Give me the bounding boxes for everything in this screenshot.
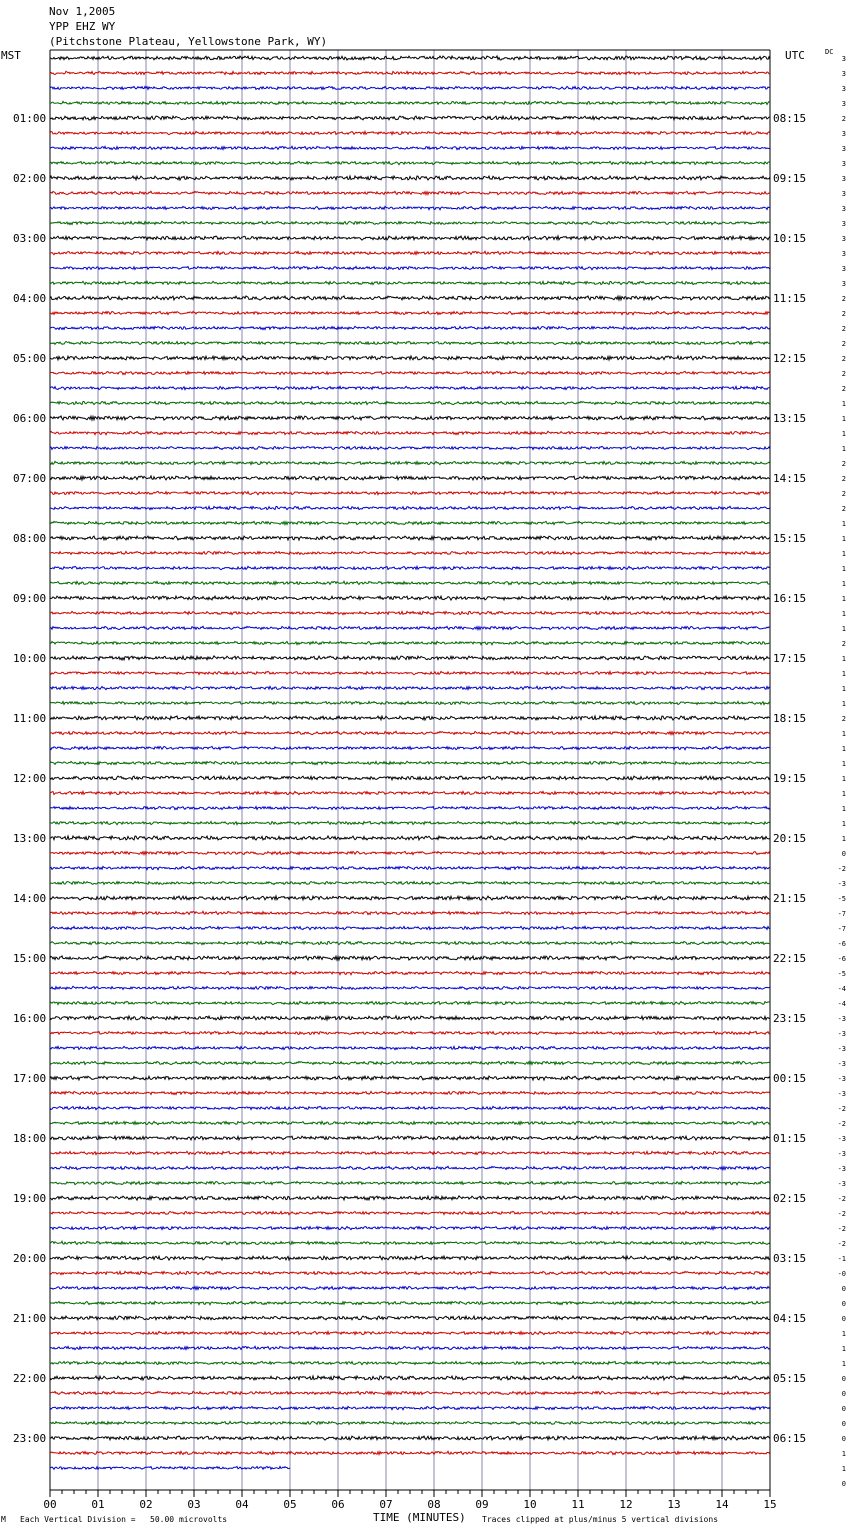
- dc-offset-value: 3: [841, 55, 846, 63]
- seismic-trace: [50, 251, 770, 254]
- mst-hour-label: 02:00: [13, 172, 47, 185]
- time-tick-label: 06: [331, 1498, 345, 1511]
- seismic-trace: [50, 1331, 770, 1334]
- seismic-trace: [50, 566, 770, 569]
- dc-offset-value: 0: [841, 1420, 846, 1428]
- seismic-trace: [50, 236, 770, 240]
- mst-hour-label: 13:00: [13, 832, 47, 845]
- dc-offset-value: 0: [841, 1480, 846, 1488]
- seismic-trace: [50, 476, 770, 480]
- seismic-trace: [50, 1271, 770, 1274]
- mst-hour-label: 12:00: [13, 772, 47, 785]
- seismic-trace: [50, 1451, 770, 1454]
- seismic-trace: [50, 1301, 770, 1304]
- time-tick-label: 03: [187, 1498, 201, 1511]
- dc-offset-value: -3: [837, 1060, 846, 1068]
- seismic-trace: [50, 56, 770, 60]
- dc-offset-value: 0: [841, 1405, 846, 1413]
- mst-hour-label: 04:00: [13, 292, 47, 305]
- seismic-trace: [50, 956, 770, 960]
- seismic-trace: [50, 1121, 770, 1124]
- dc-offset-value: -3: [837, 1165, 846, 1173]
- seismic-trace: [50, 746, 770, 749]
- seismic-trace: [50, 1166, 770, 1169]
- dc-offset-value: 0: [841, 1300, 846, 1308]
- seismic-trace: [50, 866, 770, 869]
- seismic-trace: [50, 1136, 770, 1140]
- dc-offset-value: 0: [841, 1285, 846, 1293]
- dc-offset-value: 1: [841, 820, 846, 828]
- station-location: (Pitchstone Plateau, Yellowstone Park, WY): [49, 35, 328, 48]
- seismic-trace: [50, 1256, 770, 1260]
- time-axis: [43, 1490, 776, 1511]
- time-tick-label: 09: [475, 1498, 489, 1511]
- time-tick-label: 05: [283, 1498, 297, 1511]
- utc-hour-label: 04:15: [773, 1312, 807, 1325]
- dc-offset-value: 2: [841, 115, 846, 123]
- dc-offset-value: -4: [837, 985, 846, 993]
- dc-offset-value: 3: [841, 70, 846, 78]
- seismic-trace: [50, 356, 770, 360]
- dc-offset-value: 3: [841, 220, 846, 228]
- seismic-trace: [50, 791, 770, 794]
- seismic-trace: [50, 1031, 770, 1034]
- dc-offset-value: 2: [841, 325, 846, 333]
- mst-hour-label: 05:00: [13, 352, 47, 365]
- seismic-trace: [50, 191, 770, 194]
- time-tick-label: 15: [763, 1498, 777, 1511]
- station-code: YPP EHZ WY: [49, 20, 116, 33]
- time-tick-label: 01: [91, 1498, 105, 1511]
- dc-offset-value: 1: [841, 445, 846, 453]
- mst-hour-label: 07:00: [13, 472, 47, 485]
- utc-hour-labels: [773, 112, 806, 1445]
- dc-offset-value: 3: [841, 130, 846, 138]
- seismic-trace: [50, 416, 770, 420]
- utc-hour-label: 16:15: [773, 592, 807, 605]
- seismic-trace: [50, 266, 770, 269]
- dc-offset-value: 1: [841, 415, 846, 423]
- dc-offset-value: 1: [841, 610, 846, 618]
- seismic-trace: [50, 1406, 770, 1409]
- seismic-trace: [50, 596, 770, 600]
- seismic-trace: [50, 881, 770, 884]
- dc-offset-value: 1: [841, 1345, 846, 1353]
- mst-hour-label: 11:00: [13, 712, 47, 725]
- mst-hour-label: 15:00: [13, 952, 47, 965]
- dc-offset-value: 2: [841, 505, 846, 513]
- dc-offset-value: 2: [841, 460, 846, 468]
- seismic-trace: [50, 641, 770, 644]
- dc-offset-value: 1: [841, 580, 846, 588]
- seismic-trace: [50, 161, 770, 164]
- dc-offset-value: 1: [841, 625, 846, 633]
- seismic-trace: [50, 1421, 770, 1424]
- seismic-trace: [50, 491, 770, 494]
- mst-hour-labels: [13, 112, 46, 1445]
- seismic-trace: [50, 401, 770, 404]
- seismic-trace: [50, 101, 770, 104]
- utc-hour-label: 11:15: [773, 292, 807, 305]
- dc-offset-value: 2: [841, 370, 846, 378]
- seismic-trace: [50, 311, 770, 314]
- seismic-trace: [50, 761, 770, 764]
- mst-hour-label: 23:00: [13, 1432, 47, 1445]
- seismic-trace: [50, 341, 770, 344]
- time-tick-label: 10: [523, 1498, 537, 1511]
- seismic-trace: [50, 131, 770, 134]
- dc-offset-value: 2: [841, 490, 846, 498]
- seismic-trace: [50, 851, 770, 854]
- utc-hour-label: 05:15: [773, 1372, 807, 1385]
- dc-offset-value: 1: [841, 595, 846, 603]
- seismic-trace: [50, 326, 770, 329]
- seismic-trace: [50, 1466, 290, 1469]
- seismic-trace: [50, 701, 770, 704]
- seismic-trace: [50, 776, 770, 780]
- dc-offset-value: 3: [841, 280, 846, 288]
- utc-hour-label: 10:15: [773, 232, 807, 245]
- dc-offset-value: 1: [841, 565, 846, 573]
- dc-offset-labels: [838, 55, 846, 1488]
- utc-hour-label: 08:15: [773, 112, 807, 125]
- seismic-trace: [50, 176, 770, 180]
- dc-offset-value: 1: [841, 430, 846, 438]
- dc-offset-value: 1: [841, 1465, 846, 1473]
- mst-hour-label: 08:00: [13, 532, 47, 545]
- mst-hour-label: 18:00: [13, 1132, 47, 1145]
- mst-hour-label: 10:00: [13, 652, 47, 665]
- seismic-trace: [50, 971, 770, 974]
- x-axis-title: TIME (MINUTES): [373, 1511, 466, 1524]
- dc-offset-value: 0: [841, 1375, 846, 1383]
- dc-offset-value: -3: [837, 1090, 846, 1098]
- dc-offset-value: 3: [841, 85, 846, 93]
- seismic-trace: [50, 1346, 770, 1349]
- seismic-trace: [50, 686, 770, 689]
- dc-offset-value: 3: [841, 160, 846, 168]
- seismic-trace: [50, 1091, 770, 1094]
- utc-hour-label: 14:15: [773, 472, 807, 485]
- dc-offset-value: -3: [837, 1180, 846, 1188]
- seismic-trace: [50, 1316, 770, 1320]
- dc-offset-value: 1: [841, 655, 846, 663]
- mst-hour-label: 03:00: [13, 232, 47, 245]
- dc-offset-value: 1: [841, 550, 846, 558]
- dc-offset-value: 1: [841, 1360, 846, 1368]
- seismic-trace: [50, 836, 770, 840]
- dc-offset-value: -2: [837, 1225, 846, 1233]
- utc-hour-label: 02:15: [773, 1192, 807, 1205]
- dc-offset-value: -3: [837, 1075, 846, 1083]
- dc-offset-value: -5: [837, 970, 846, 978]
- dc-offset-value: 0: [841, 1390, 846, 1398]
- seismic-trace: [50, 536, 770, 540]
- mst-hour-label: 17:00: [13, 1072, 47, 1085]
- dc-offset-value: 1: [841, 400, 846, 408]
- dc-offset-value: 2: [841, 640, 846, 648]
- dc-offset-value: 2: [841, 355, 846, 363]
- utc-hour-label: 23:15: [773, 1012, 807, 1025]
- time-tick-label: 04: [235, 1498, 249, 1511]
- dc-offset-value: 2: [841, 475, 846, 483]
- utc-hour-label: 22:15: [773, 952, 807, 965]
- seismic-trace: [50, 1016, 770, 1020]
- dc-offset-value: -3: [837, 1135, 846, 1143]
- utc-hour-label: 18:15: [773, 712, 807, 725]
- dc-offset-value: 1: [841, 745, 846, 753]
- seismic-trace: [50, 626, 770, 629]
- seismic-trace: [50, 371, 770, 374]
- seismic-trace: [50, 1376, 770, 1380]
- dc-offset-value: 0: [841, 1315, 846, 1323]
- seismic-trace: [50, 821, 770, 824]
- seismic-trace: [50, 806, 770, 809]
- seismic-trace: [50, 116, 770, 120]
- utc-hour-label: 09:15: [773, 172, 807, 185]
- dc-offset-value: -5: [837, 895, 846, 903]
- dc-offset-value: -7: [837, 925, 846, 933]
- seismic-trace: [50, 926, 770, 929]
- dc-offset-value: 2: [841, 715, 846, 723]
- dc-offset-value: 3: [841, 205, 846, 213]
- seismic-trace: [50, 506, 770, 509]
- mst-hour-label: 06:00: [13, 412, 47, 425]
- dc-offset-value: -6: [837, 955, 846, 963]
- utc-hour-label: 03:15: [773, 1252, 807, 1265]
- dc-offset-value: 1: [841, 730, 846, 738]
- dc-offset-value: 3: [841, 145, 846, 153]
- seismic-trace: [50, 431, 770, 434]
- seismic-trace: [50, 1241, 770, 1244]
- mst-hour-label: 09:00: [13, 592, 47, 605]
- seismic-trace: [50, 911, 770, 914]
- seismic-trace: [50, 221, 770, 224]
- dc-offset-value: 1: [841, 685, 846, 693]
- seismic-trace: [50, 1181, 770, 1184]
- time-tick-label: 00: [43, 1498, 57, 1511]
- seismic-trace: [50, 146, 770, 149]
- utc-hour-label: 00:15: [773, 1072, 807, 1085]
- seismic-trace: [50, 461, 770, 464]
- dc-offset-value: 0: [841, 1435, 846, 1443]
- seismic-trace: [50, 896, 770, 900]
- mst-hour-label: 20:00: [13, 1252, 47, 1265]
- dc-offset-value: 1: [841, 535, 846, 543]
- utc-hour-label: 01:15: [773, 1132, 807, 1145]
- dc-offset-value: -2: [837, 1120, 846, 1128]
- seismic-traces: [50, 56, 770, 1469]
- utc-hour-label: 06:15: [773, 1432, 807, 1445]
- seismic-trace: [50, 71, 770, 74]
- seismic-trace: [50, 386, 770, 389]
- mst-hour-label: 22:00: [13, 1372, 47, 1385]
- utc-hour-label: 19:15: [773, 772, 807, 785]
- dc-offset-value: 1: [841, 835, 846, 843]
- right-timezone-label: UTC: [785, 49, 805, 62]
- seismic-trace: [50, 941, 770, 944]
- seismic-trace: [50, 281, 770, 284]
- seismic-trace: [50, 1106, 770, 1109]
- dc-offset-header: DC: [825, 48, 834, 56]
- dc-offset-value: -2: [837, 1240, 846, 1248]
- seismic-trace: [50, 1001, 770, 1004]
- utc-hour-label: 15:15: [773, 532, 807, 545]
- dc-offset-value: -2: [837, 1105, 846, 1113]
- mark-glyph: M: [1, 1515, 6, 1524]
- time-tick-label: 14: [715, 1498, 729, 1511]
- plot-date: Nov 1,2005: [49, 5, 116, 18]
- clip-note: Traces clipped at plus/minus 5 vertical divisions: [482, 1515, 719, 1524]
- dc-offset-value: 3: [841, 265, 846, 273]
- seismic-trace: [50, 986, 770, 989]
- mst-hour-label: 19:00: [13, 1192, 47, 1205]
- mst-hour-label: 21:00: [13, 1312, 47, 1325]
- seismic-trace: [50, 1226, 770, 1229]
- dc-offset-value: 1: [841, 805, 846, 813]
- seismic-trace: [50, 671, 770, 674]
- dc-offset-value: 1: [841, 760, 846, 768]
- utc-hour-label: 20:15: [773, 832, 807, 845]
- seismic-trace: [50, 1046, 770, 1049]
- dc-offset-value: -4: [837, 1000, 846, 1008]
- utc-hour-label: 17:15: [773, 652, 807, 665]
- seismic-trace: [50, 656, 770, 660]
- dc-offset-value: 1: [841, 790, 846, 798]
- dc-offset-value: 3: [841, 250, 846, 258]
- dc-offset-value: -6: [837, 940, 846, 948]
- seismic-trace: [50, 1286, 770, 1289]
- dc-offset-value: -2: [837, 865, 846, 873]
- seismic-trace: [50, 1196, 770, 1200]
- left-timezone-label: MST: [1, 49, 21, 62]
- seismic-trace: [50, 716, 770, 720]
- seismic-trace: [50, 581, 770, 584]
- seismic-trace: [50, 611, 770, 614]
- dc-offset-value: 2: [841, 340, 846, 348]
- dc-offset-value: -3: [837, 1030, 846, 1038]
- dc-offset-value: 1: [841, 1330, 846, 1338]
- time-tick-label: 07: [379, 1498, 393, 1511]
- seismic-trace: [50, 1211, 770, 1214]
- seismic-trace: [50, 1361, 770, 1364]
- dc-offset-value: 0: [841, 850, 846, 858]
- seismic-trace: [50, 296, 770, 300]
- mst-hour-label: 16:00: [13, 1012, 47, 1025]
- utc-hour-label: 12:15: [773, 352, 807, 365]
- seismic-trace: [50, 446, 770, 449]
- utc-hour-label: 13:15: [773, 412, 807, 425]
- dc-offset-value: -3: [837, 1150, 846, 1158]
- time-tick-label: 02: [139, 1498, 153, 1511]
- seismic-trace: [50, 551, 770, 554]
- vertical-division-note: Each Vertical Division = 50.00 microvolts: [20, 1515, 228, 1524]
- seismic-trace: [50, 1076, 770, 1080]
- seismic-trace: [50, 1436, 770, 1440]
- dc-offset-value: 1: [841, 670, 846, 678]
- dc-offset-value: 3: [841, 235, 846, 243]
- dc-offset-value: -3: [837, 1015, 846, 1023]
- seismic-trace: [50, 1391, 770, 1394]
- dc-offset-value: 2: [841, 385, 846, 393]
- dc-offset-value: 3: [841, 175, 846, 183]
- dc-offset-value: -7: [837, 910, 846, 918]
- dc-offset-value: -2: [837, 1195, 846, 1203]
- dc-offset-value: 1: [841, 1450, 846, 1458]
- utc-hour-label: 21:15: [773, 892, 807, 905]
- seismic-trace: [50, 521, 770, 524]
- dc-offset-value: 2: [841, 295, 846, 303]
- seismic-trace: [50, 86, 770, 89]
- time-tick-label: 12: [619, 1498, 633, 1511]
- time-tick-label: 13: [667, 1498, 681, 1511]
- dc-offset-value: -1: [837, 1255, 846, 1263]
- dc-offset-value: 1: [841, 520, 846, 528]
- dc-offset-value: -3: [837, 880, 846, 888]
- dc-offset-value: -3: [837, 1045, 846, 1053]
- seismic-trace: [50, 1061, 770, 1064]
- mst-hour-label: 01:00: [13, 112, 47, 125]
- dc-offset-value: 1: [841, 700, 846, 708]
- seismic-trace: [50, 1151, 770, 1154]
- dc-offset-value: -0: [837, 1270, 846, 1278]
- mst-hour-label: 14:00: [13, 892, 47, 905]
- dc-offset-value: 2: [841, 310, 846, 318]
- time-tick-label: 08: [427, 1498, 441, 1511]
- seismic-trace: [50, 731, 770, 734]
- time-tick-label: 11: [571, 1498, 585, 1511]
- dc-offset-value: -2: [837, 1210, 846, 1218]
- dc-offset-value: 3: [841, 100, 846, 108]
- dc-offset-value: 3: [841, 190, 846, 198]
- dc-offset-value: 1: [841, 775, 846, 783]
- seismic-trace: [50, 206, 770, 209]
